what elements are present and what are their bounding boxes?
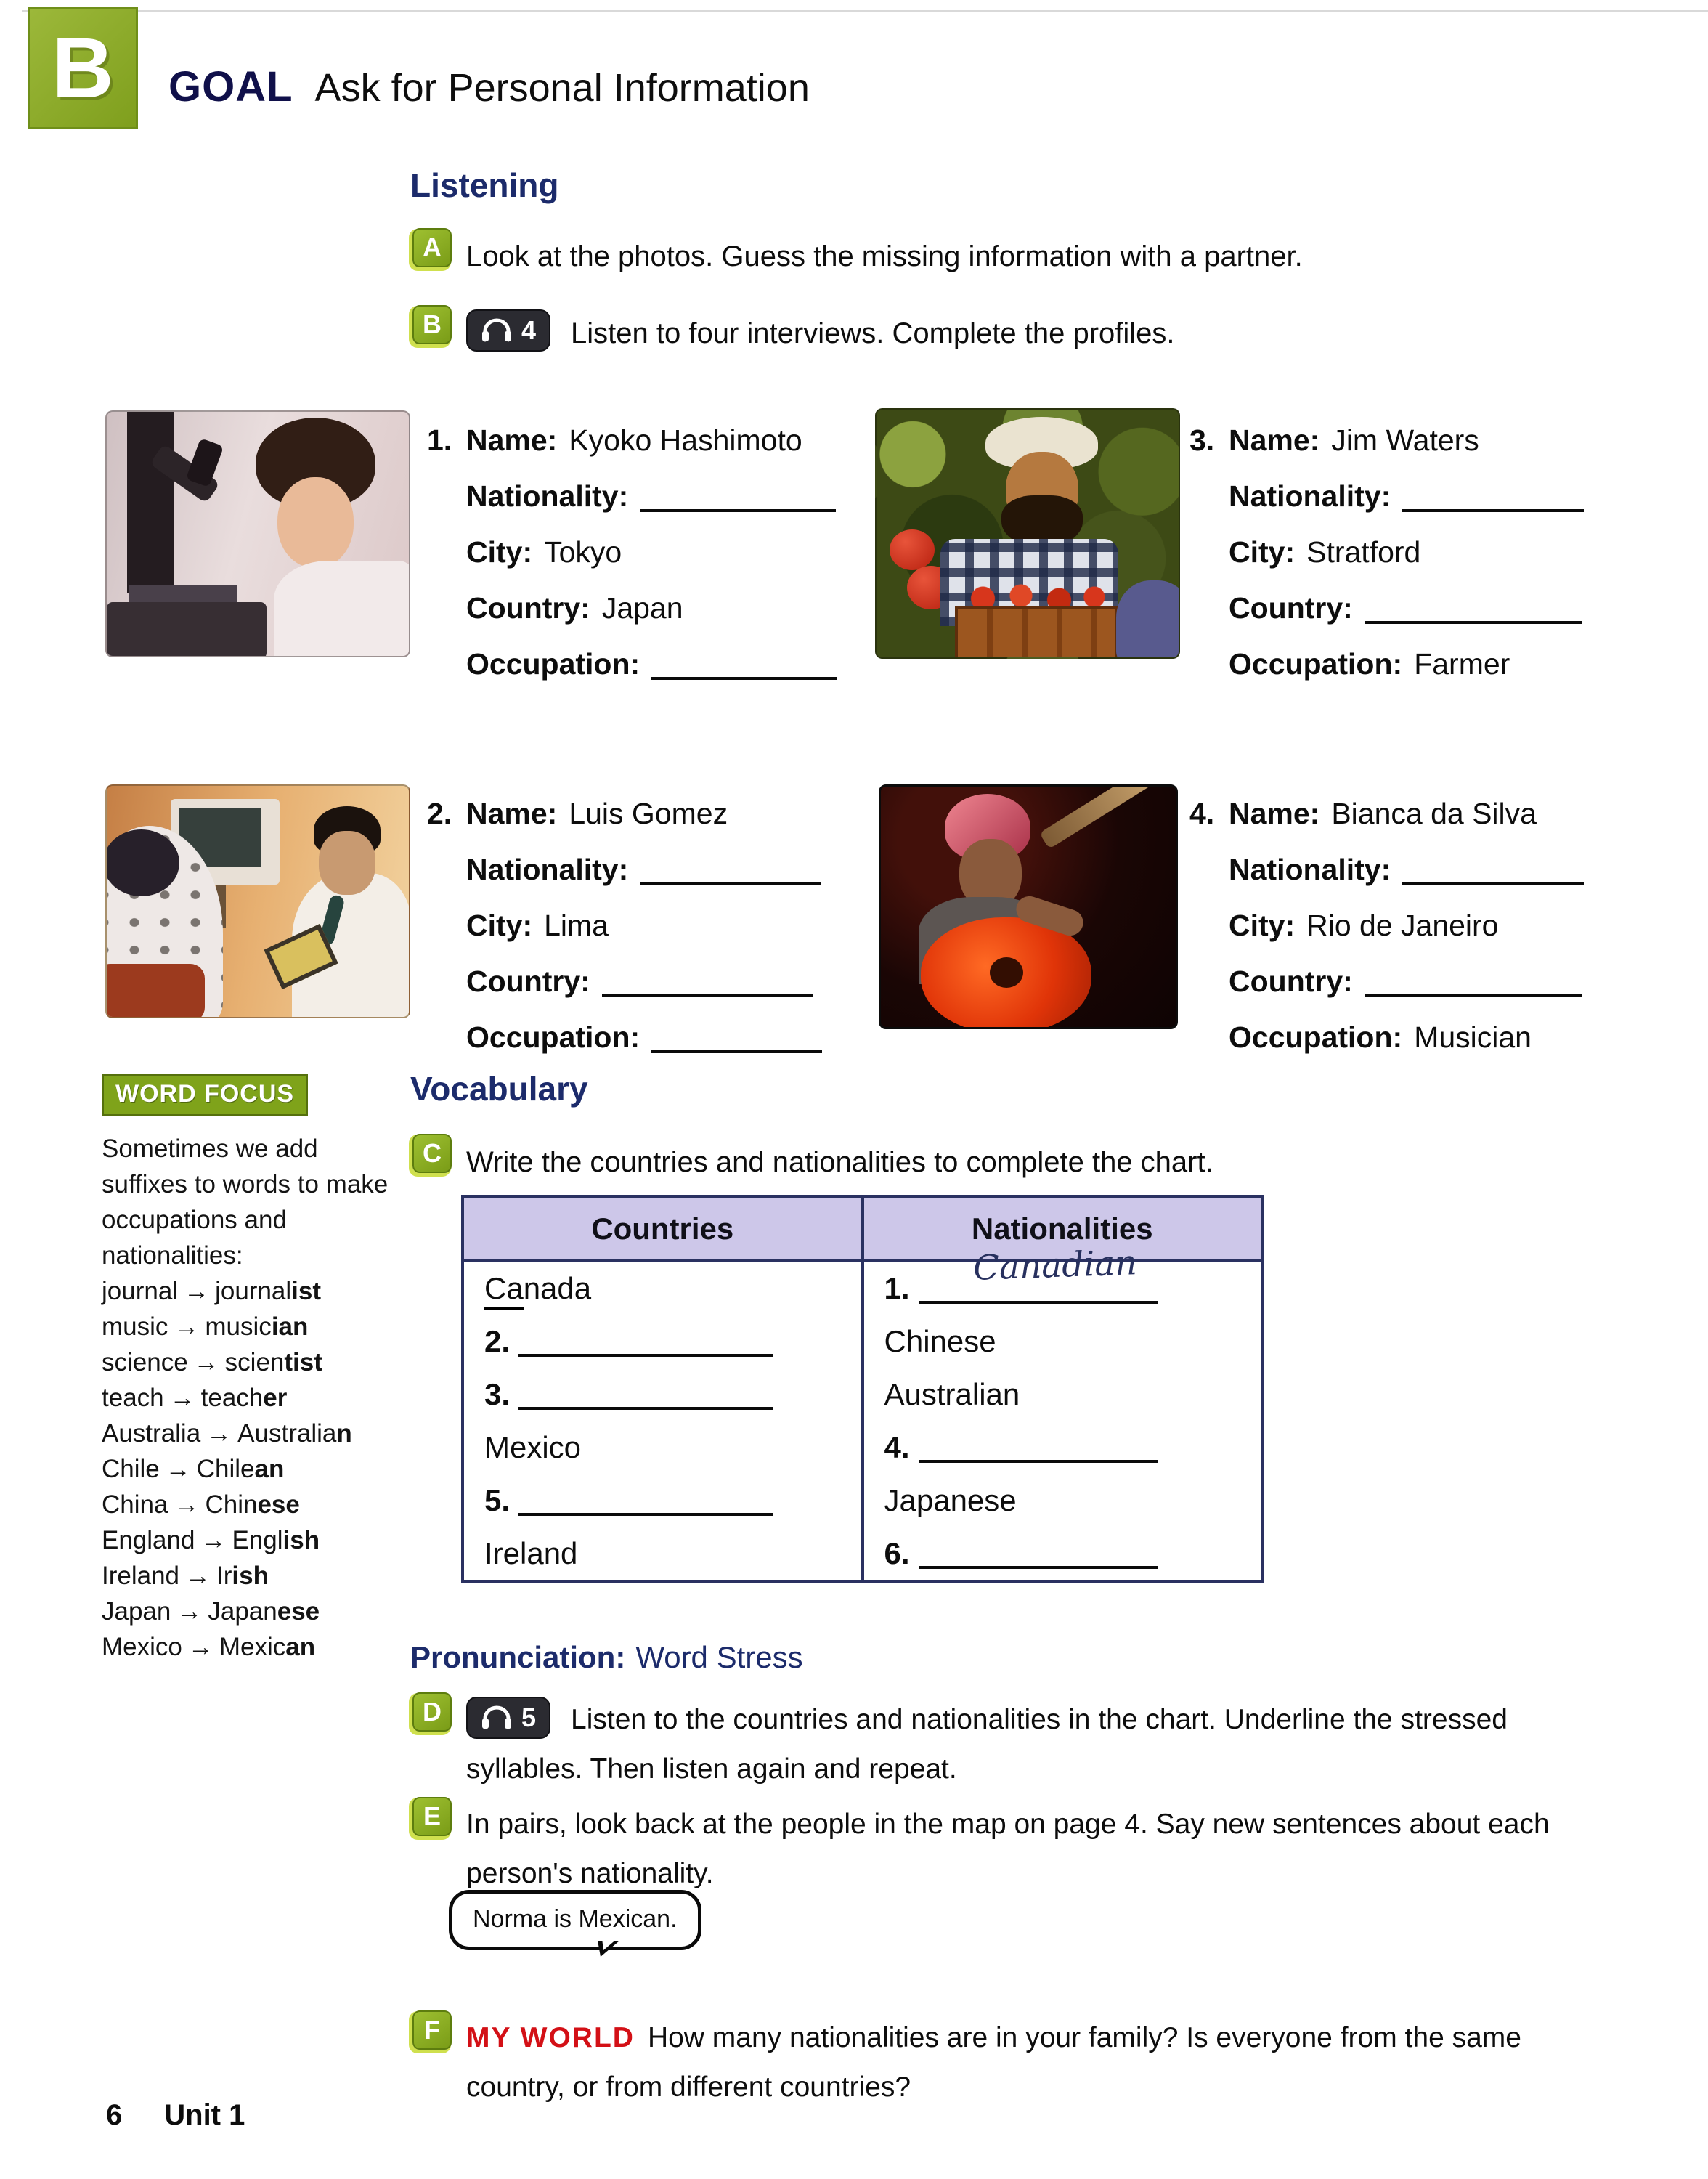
audio-track-badge: [466, 309, 550, 352]
stressed-syllable: Ca: [484, 1271, 524, 1310]
profile-name-line: [1190, 786, 1584, 842]
word-focus-pair: [102, 1629, 443, 1665]
arrow-icon: →: [184, 1277, 210, 1305]
profile-city-line: [427, 524, 837, 580]
country-value: Japan: [601, 591, 683, 625]
profile-photo-musician: [879, 784, 1178, 1029]
art-shape: [105, 964, 205, 1018]
vocabulary-heading: Vocabulary: [410, 1070, 588, 1108]
word-focus-pair: [102, 1487, 443, 1522]
profile-country-line: [427, 580, 837, 636]
pair-stem: Ir: [216, 1562, 232, 1590]
table-row: [464, 1368, 861, 1421]
header-countries: Countries: [591, 1211, 734, 1246]
word-focus-pair: [102, 1451, 443, 1487]
occupation-value: Musician: [1414, 1020, 1532, 1054]
nationality-label: Nationality:: [466, 479, 629, 513]
arrow-icon: →: [174, 1312, 200, 1341]
table-row: [864, 1474, 1261, 1527]
exercise-b: [423, 308, 1556, 359]
exercise-a: [423, 231, 1556, 282]
nationality-blank: [1402, 490, 1584, 512]
answer-blank: [518, 1388, 773, 1410]
table-row: [864, 1315, 1261, 1368]
exercise-c: [423, 1137, 1483, 1188]
pair-suffix: tist: [284, 1348, 322, 1376]
art-shape: [186, 438, 224, 487]
word-focus-pair: [102, 1309, 443, 1344]
exercise-c-text: Write the countries and nationalities to complete the chart.: [466, 1146, 1213, 1178]
city-value: Rio de Janeiro: [1306, 909, 1499, 942]
exercise-e: [423, 1800, 1588, 1899]
table-header-row: [464, 1198, 1261, 1262]
arrow-icon: →: [174, 1490, 200, 1519]
word-focus-intro: Sometimes we add suffixes to words to make occupations and nationalities:: [102, 1135, 389, 1270]
nationality-word: Japanese: [884, 1482, 1017, 1517]
word-focus-pair: [102, 1558, 443, 1594]
pair-suffix: an: [285, 1633, 316, 1661]
country-label: Country:: [466, 965, 590, 998]
name-value: Jim Waters: [1331, 423, 1479, 457]
profile-name-line: [1190, 413, 1584, 468]
pair-stem: teach: [200, 1384, 264, 1412]
pair-stem: scien: [224, 1348, 285, 1376]
audio-track-badge: [466, 1697, 550, 1739]
pair-suffix: ian: [271, 1312, 309, 1341]
profile-occupation-line: [1190, 636, 1584, 692]
answer-blank: [919, 1441, 1158, 1463]
profile-city-line: [427, 898, 822, 954]
answer-blank: [518, 1494, 773, 1516]
nationality-label: Nationality:: [466, 853, 629, 886]
word-focus-pair: [102, 1380, 443, 1416]
page-number: 6: [106, 2099, 123, 2131]
pair-base: Chile: [102, 1455, 160, 1483]
exercise-d-badge: D: [412, 1692, 452, 1732]
art-shape: [319, 831, 375, 895]
profile-nationality-line: [1190, 842, 1584, 898]
country-blank: [602, 975, 813, 997]
pair-base: teach: [102, 1384, 164, 1412]
handwritten-answer: Canadian: [972, 1242, 1138, 1289]
country-label: Country:: [1229, 965, 1353, 998]
art-shape: [890, 529, 935, 570]
speech-bubble-text: Norma is Mexican.: [473, 1905, 678, 1933]
arrow-icon: →: [176, 1597, 203, 1626]
profile-name-line: [427, 786, 822, 842]
goal-label: GOAL: [168, 63, 293, 110]
pair-base: journal: [102, 1277, 179, 1305]
art-shape: [105, 829, 179, 896]
country-blank: [1365, 975, 1582, 997]
nationality-blank: [640, 864, 821, 885]
pair-base: Mexico: [102, 1633, 182, 1661]
pair-stem: Engl: [232, 1526, 283, 1554]
countries-column: [464, 1262, 861, 1580]
profile-city-line: [1190, 524, 1584, 580]
name-label: Name:: [466, 797, 558, 830]
page-footer: [106, 2099, 245, 2132]
exercise-a-badge: A: [412, 228, 452, 267]
pronunciation-topic: Word Stress: [635, 1640, 803, 1674]
exercise-e-text: In pairs, look back at the people in the map on page 4. Say new sentences about each person's nationality.: [466, 1809, 1550, 1889]
occupation-value: Farmer: [1414, 647, 1510, 681]
occupation-blank: [651, 1031, 822, 1053]
profile-number: 1.: [427, 423, 452, 457]
word-focus-pair: [102, 1344, 443, 1380]
pair-suffix: ese: [257, 1490, 300, 1519]
exercise-b-text: Listen to four interviews. Complete the profiles.: [571, 317, 1175, 349]
profile-occupation-line: [1190, 1010, 1584, 1066]
exercise-d-text: Listen to the countries and nationalities in the chart. Underline the stressed syllables. Then listen again and repeat.: [466, 1704, 1508, 1785]
pair-stem: Japan: [208, 1597, 277, 1626]
exercise-f-badge: F: [412, 2010, 452, 2050]
art-shape: [955, 606, 1118, 659]
table-row: [464, 1421, 861, 1474]
page-top-rule: [22, 10, 1708, 12]
pair-suffix: n: [336, 1419, 352, 1448]
section-badge: B: [28, 7, 138, 129]
profile-nationality-line: [1190, 468, 1584, 524]
arrow-icon: →: [187, 1633, 214, 1661]
headphones-icon: [481, 317, 513, 344]
exercise-f: [424, 2013, 1534, 2112]
speech-bubble: [449, 1890, 702, 1950]
occupation-label: Occupation:: [1229, 647, 1403, 681]
profile-number: 4.: [1190, 797, 1215, 830]
row-number: 2.: [484, 1323, 511, 1358]
profile-country-line: [1190, 580, 1584, 636]
row-number: 5.: [484, 1482, 511, 1517]
profile-photo-farmer: [875, 408, 1180, 659]
header-nationalities: Nationalities: [861, 1198, 1261, 1259]
pair-suffix: er: [263, 1384, 288, 1412]
pair-stem: Chile: [196, 1455, 255, 1483]
listening-heading: Listening: [410, 166, 559, 204]
country-label: Country:: [466, 591, 590, 625]
nationality-label: Nationality:: [1229, 853, 1391, 886]
arrow-icon: →: [206, 1419, 232, 1448]
art-shape: [1116, 580, 1180, 659]
profile-photo-doctor: [105, 784, 410, 1018]
pair-suffix: ese: [277, 1597, 320, 1626]
unit-label: Unit 1: [164, 2099, 245, 2131]
track-number: 5: [521, 1703, 537, 1732]
pair-stem: music: [205, 1312, 272, 1341]
row-number: 4.: [884, 1429, 910, 1464]
city-value: Tokyo: [544, 535, 622, 569]
name-label: Name:: [1229, 797, 1320, 830]
pair-suffix: ist: [291, 1277, 322, 1305]
exercise-a-text: Look at the photos. Guess the missing information with a partner.: [466, 240, 1303, 272]
profile-name-line: [427, 413, 837, 468]
art-shape: [1039, 784, 1160, 849]
nationality-word: Australian: [884, 1376, 1020, 1411]
pair-base: Australia: [102, 1419, 201, 1448]
name-label: Name:: [466, 423, 558, 457]
table-row: [864, 1368, 1261, 1421]
name-label: Name:: [1229, 423, 1320, 457]
pair-suffix: ish: [232, 1562, 269, 1590]
city-label: City:: [1229, 909, 1296, 942]
arrow-icon: →: [165, 1455, 191, 1483]
profile-country-line: [427, 954, 822, 1010]
city-label: City:: [1229, 535, 1296, 569]
city-value: Stratford: [1306, 535, 1421, 569]
profile-number: 3.: [1190, 423, 1215, 457]
pair-base: science: [102, 1348, 188, 1376]
table-row: [864, 1421, 1261, 1474]
profile-country-line: [1190, 954, 1584, 1010]
occupation-blank: [651, 658, 837, 680]
row-number: 6.: [884, 1535, 910, 1570]
goal-header: [168, 62, 810, 111]
arrow-icon: →: [200, 1526, 227, 1554]
headphones-icon: [481, 1705, 513, 1731]
profile-4: [1190, 786, 1584, 1066]
nationality-label: Nationality:: [1229, 479, 1391, 513]
pair-stem: Mexic: [219, 1633, 286, 1661]
occupation-label: Occupation:: [466, 647, 640, 681]
occupation-label: Occupation:: [466, 1020, 640, 1054]
countries-nationalities-table: [461, 1195, 1264, 1583]
city-value: Lima: [544, 909, 609, 942]
occupation-label: Occupation:: [1229, 1020, 1403, 1054]
name-value: Bianca da Silva: [1331, 797, 1537, 830]
pair-suffix: ish: [282, 1526, 320, 1554]
city-label: City:: [466, 535, 533, 569]
word-focus-label: WORD FOCUS: [102, 1074, 308, 1116]
nationality-blank: [1402, 864, 1584, 885]
word-focus-pair: [102, 1416, 443, 1451]
profile-city-line: [1190, 898, 1584, 954]
nationality-blank: [640, 490, 836, 512]
name-value: Luis Gomez: [569, 797, 728, 830]
pair-stem: Australia: [237, 1419, 337, 1448]
exercise-e-badge: E: [412, 1797, 452, 1836]
country-blank: [1365, 602, 1582, 624]
pair-stem: Chin: [205, 1490, 258, 1519]
word-focus-pair: [102, 1273, 443, 1309]
page-title: Ask for Personal Information: [314, 66, 810, 110]
pair-base: Ireland: [102, 1562, 180, 1590]
table-row: [464, 1262, 861, 1315]
word-rest: nada: [523, 1270, 592, 1305]
row-number: 3.: [484, 1376, 511, 1411]
art-shape: [277, 477, 354, 568]
arrow-icon: →: [193, 1348, 219, 1376]
word-focus-box: [102, 1074, 443, 1665]
profile-number: 2.: [427, 797, 452, 830]
pair-stem: journal: [215, 1277, 292, 1305]
name-value: Kyoko Hashimoto: [569, 423, 802, 457]
my-world-tag: MY WORLD: [466, 2022, 635, 2053]
word-focus-pair: [102, 1522, 443, 1558]
art-shape: [107, 602, 267, 657]
pair-base: Japan: [102, 1597, 171, 1626]
profile-photo-scientist: [105, 410, 410, 657]
pair-base: England: [102, 1526, 195, 1554]
profile-occupation-line: [427, 1010, 822, 1066]
word-focus-pair: [102, 1594, 443, 1629]
profile-nationality-line: [427, 468, 837, 524]
pronunciation-label: Pronunciation:: [410, 1640, 626, 1674]
table-row: [864, 1242, 1261, 1315]
answer-blank: [518, 1335, 773, 1357]
pair-suffix: an: [254, 1455, 285, 1483]
pair-base: China: [102, 1490, 168, 1519]
country-label: Country:: [1229, 591, 1353, 625]
table-row: [464, 1527, 861, 1580]
table-row: [464, 1315, 861, 1368]
table-row: [464, 1474, 861, 1527]
pronunciation-heading: [410, 1640, 803, 1675]
art-shape: [127, 412, 174, 593]
row-number: 1.: [884, 1270, 910, 1305]
table-row: [864, 1527, 1261, 1580]
city-label: City:: [466, 909, 533, 942]
exercise-b-badge: B: [412, 305, 452, 344]
answer-blank: [919, 1547, 1158, 1569]
profile-occupation-line: [427, 636, 837, 692]
pair-base: music: [102, 1312, 168, 1341]
exercise-c-badge: C: [412, 1134, 452, 1173]
nationalities-column: [861, 1242, 1261, 1580]
answer-blank: [919, 1242, 1158, 1304]
exercise-f-text: How many nationalities are in your family? Is everyone from the same country, or from different countries?: [466, 2022, 1521, 2103]
nationality-word: Chinese: [884, 1323, 996, 1358]
profile-3: [1190, 413, 1584, 692]
profile-nationality-line: [427, 842, 822, 898]
track-number: 4: [521, 315, 537, 345]
country-word: Mexico: [484, 1429, 582, 1464]
country-word: Ireland: [484, 1535, 578, 1570]
arrow-icon: →: [185, 1562, 211, 1590]
profile-2: [427, 786, 822, 1066]
profile-1: [427, 413, 837, 692]
exercise-d: [423, 1695, 1556, 1794]
arrow-icon: →: [169, 1384, 195, 1412]
art-shape: [274, 561, 410, 657]
art-shape: [990, 957, 1023, 988]
